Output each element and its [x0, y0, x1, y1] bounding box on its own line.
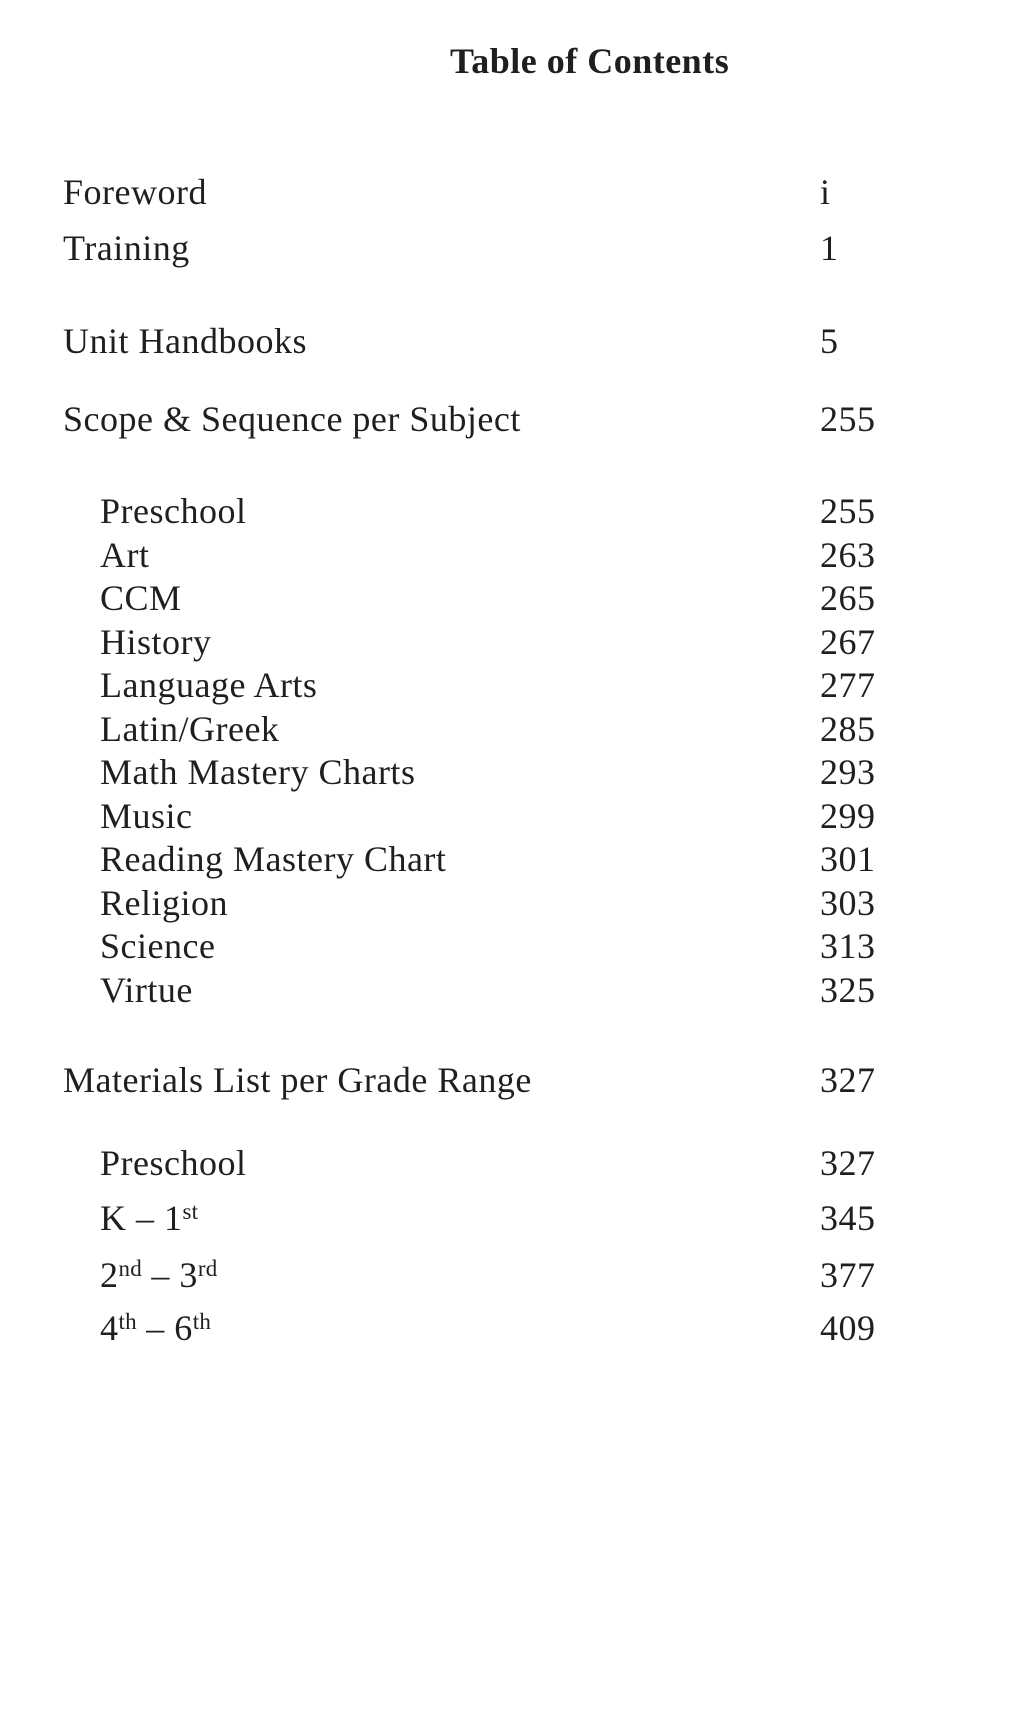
toc-entry-preschool-materials — [0, 1142, 1026, 1186]
entry-label: Virtue — [100, 969, 193, 1010]
entry-label — [100, 1255, 217, 1295]
entry-label: Preschool — [100, 1143, 247, 1183]
toc-list — [0, 171, 1026, 1351]
page-number: 303 — [820, 882, 876, 923]
toc-entry-ccm — [0, 577, 1026, 621]
entry-label: Materials List per Grade Range — [63, 1060, 532, 1100]
ordinal-suffix: th — [118, 1309, 137, 1334]
page-number: 265 — [820, 578, 876, 618]
toc-entry-art — [0, 534, 1026, 578]
entry-label: Unit Handbooks — [63, 321, 307, 361]
entry-label — [100, 1198, 198, 1238]
page-number: 325 — [820, 969, 876, 1010]
page-number: 377 — [820, 1255, 876, 1295]
entry-label: Foreword — [63, 172, 207, 212]
toc-entry-reading-mastery-chart — [0, 838, 1026, 882]
entry-label: Preschool — [100, 491, 247, 531]
ordinal-suffix: rd — [197, 1256, 218, 1281]
toc-entry-4th-6th — [0, 1307, 1026, 1351]
entry-label: Latin/Greek — [100, 708, 280, 749]
page-number: 285 — [820, 708, 876, 749]
page-number: 409 — [820, 1308, 876, 1348]
toc-entry-latin-greek — [0, 708, 1026, 752]
entry-label: Reading Mastery Chart — [100, 839, 447, 879]
toc-entry-scope-sequence — [0, 398, 1026, 442]
toc-entry-math-mastery-charts — [0, 751, 1026, 795]
label-text: – 3 — [141, 1255, 198, 1295]
label-text: 2 — [100, 1255, 119, 1295]
toc-entry-training — [0, 227, 1026, 271]
entry-label: History — [100, 621, 212, 662]
toc-entry-k-1st — [0, 1197, 1026, 1241]
toc-entry-preschool-scope — [0, 490, 1026, 534]
toc-entry-unit-handbooks — [0, 320, 1026, 364]
ordinal-suffix: nd — [118, 1256, 142, 1281]
toc-entry-virtue — [0, 969, 1026, 1013]
entry-label: Math Mastery Charts — [100, 752, 416, 792]
entry-label: Scope & Sequence per Subject — [63, 399, 521, 439]
label-text: 4 — [100, 1308, 119, 1348]
page-number: 327 — [820, 1060, 876, 1100]
toc-entry-history — [0, 621, 1026, 665]
toc-entry-music — [0, 795, 1026, 839]
entry-label: Science — [100, 926, 216, 966]
page-number: 327 — [820, 1143, 876, 1183]
page-number: 277 — [820, 665, 876, 705]
page-number: 1 — [820, 228, 839, 268]
ordinal-suffix: th — [192, 1309, 212, 1334]
toc-entry-religion — [0, 882, 1026, 926]
page-number: 301 — [820, 839, 876, 879]
page-number: 255 — [820, 399, 876, 439]
page-number: i — [820, 172, 831, 212]
toc-entry-science — [0, 925, 1026, 969]
label-text: – 6 — [136, 1308, 193, 1348]
page-number: 345 — [820, 1198, 876, 1238]
toc-entry-language-arts — [0, 664, 1026, 708]
toc-entry-materials-list — [0, 1059, 1026, 1103]
page-number: 267 — [820, 621, 876, 662]
entry-label: Music — [100, 795, 193, 836]
label-text: K – 1 — [100, 1198, 183, 1238]
entry-label: Language Arts — [100, 665, 318, 705]
page-number: 293 — [820, 752, 876, 792]
toc-entry-2nd-3rd — [0, 1254, 1026, 1298]
entry-label: Religion — [100, 882, 228, 923]
page-title: Table of Contents — [450, 41, 730, 81]
entry-label — [100, 1308, 211, 1348]
page-number: 299 — [820, 795, 876, 836]
entry-label: Training — [63, 228, 190, 268]
toc-entry-foreword — [0, 171, 1026, 215]
ordinal-suffix: st — [182, 1199, 199, 1224]
page-number: 255 — [820, 491, 876, 531]
page-number: 5 — [820, 321, 839, 361]
entry-label: Art — [100, 534, 150, 575]
page-number: 263 — [820, 534, 876, 575]
page-number: 313 — [820, 926, 876, 966]
entry-label: CCM — [100, 578, 182, 618]
